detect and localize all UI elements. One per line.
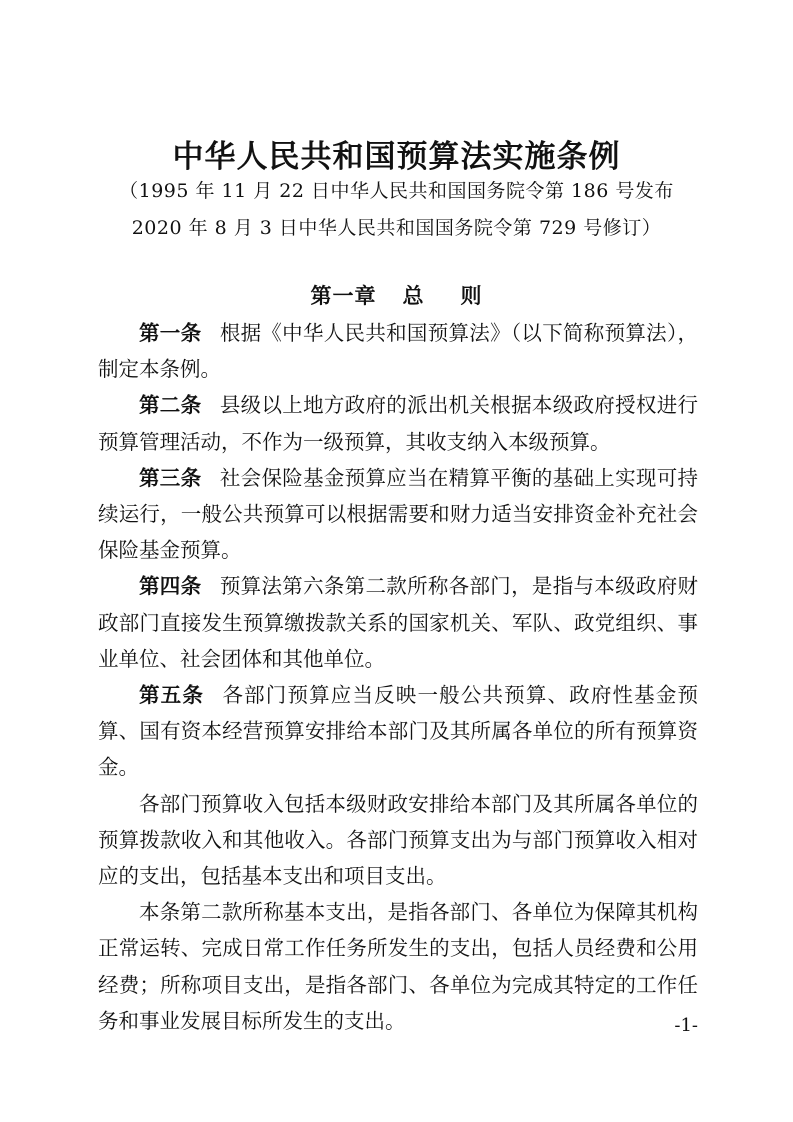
document-subtitle-line2: 2020 年 8 月 3 日中华人民共和国国务院令第 729 号修订） <box>131 217 662 239</box>
document-title: 中华人民共和国预算法实施条例 <box>172 139 621 175</box>
article-label: 第四条 <box>139 574 202 599</box>
document-body <box>98 315 698 1039</box>
paragraph-article-4 <box>98 568 698 677</box>
chapter-title-part1: 总 <box>402 283 425 308</box>
paragraph-text: 本条第二款所称基本支出，是指各部门、各单位为保障其机构正常运转、完成日常工作任务所发生的支出，包括人员经费和公用经费；所称项目支出，是指各部门、各单位为完成其特定的工作任务和事业发展目标所发生的支出。 <box>98 900 698 1033</box>
paragraph-text: 社会保险基金预算应当在精算平衡的基础上实现可持续运行，一般公共预算可以根据需要和财力适当安排资金补充社会保险基金预算。 <box>98 465 699 563</box>
article-label: 第二条 <box>139 393 202 418</box>
paragraph-text: 根据《中华人民共和国预算法》（以下简称预算法），制定本条例。 <box>98 321 699 382</box>
chapter-number: 第一章 <box>310 283 377 308</box>
article-label: 第五条 <box>139 683 205 708</box>
paragraph-text: 县级以上地方政府的派出机关根据本级政府授权进行预算管理活动，不作为一级预算，其收支纳入本级预算。 <box>98 393 699 454</box>
paragraph-article-1 <box>98 315 698 387</box>
paragraph-text: 各部门预算应当反映一般公共预算、政府性基金预算、国有资本经营预算安排给本部门及其所属各单位的所有预算资金。 <box>98 683 699 780</box>
document-subtitle-line1: （1995 年 11 月 22 日中华人民共和国国务院令第 186 号发布 <box>119 180 674 202</box>
page-number: -1- <box>674 1015 698 1036</box>
paragraph-text: 预算法第六条第二款所称各部门，是指与本级政府财政部门直接发生预算缴拨款关系的国家机关、军队、政党组织、事业单位、社会团体和其他单位。 <box>98 574 699 671</box>
paragraph-article-2 <box>98 387 698 459</box>
paragraph-article-5 <box>98 677 698 786</box>
paragraph-text: 各部门预算收入包括本级财政安排给本部门及其所属各单位的预算拨款收入和其他收入。各部门预算支出为与部门预算收入相对应的支出，包括基本支出和项目支出。 <box>98 791 698 889</box>
article-label: 第一条 <box>139 321 202 345</box>
chapter-title-part2: 则 <box>460 283 483 308</box>
chapter-heading <box>0 281 793 311</box>
paragraph-article-5-clause-2 <box>98 786 698 895</box>
paragraph-article-5-clause-3 <box>98 894 698 1039</box>
article-label: 第三条 <box>139 465 202 490</box>
paragraph-article-3 <box>98 460 698 569</box>
